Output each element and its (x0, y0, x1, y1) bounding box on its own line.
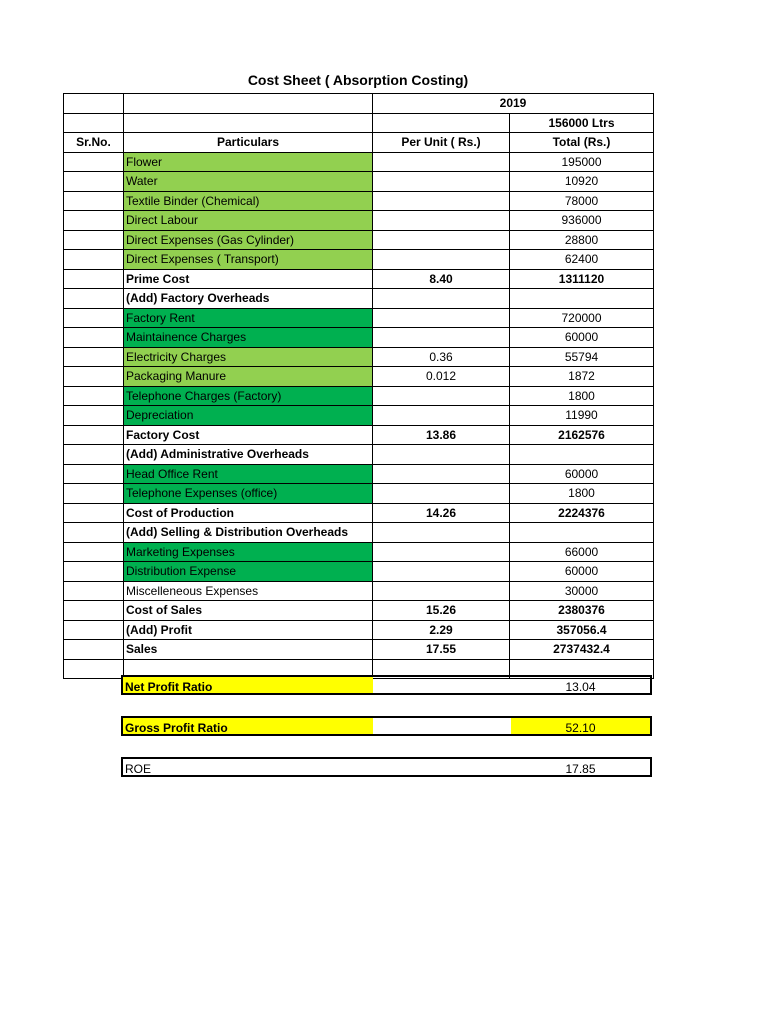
header-row-year (64, 94, 654, 114)
sr-no-cell (64, 269, 124, 289)
per-unit-cell: 0.36 (373, 347, 510, 367)
total-cell: 60000 (510, 464, 654, 484)
table-row (64, 503, 654, 523)
particular-cell: (Add) Profit (124, 620, 373, 640)
particular-cell: Water (124, 172, 373, 192)
table-row (64, 347, 654, 367)
per-unit-cell: 2.29 (373, 620, 510, 640)
particular-cell: Direct Labour (124, 211, 373, 231)
table-row (64, 386, 654, 406)
per-unit-cell: 13.86 (373, 425, 510, 445)
per-unit-cell (373, 289, 510, 309)
particular-cell: Miscelleneous Expenses (124, 581, 373, 601)
total-cell: 2737432.4 (510, 640, 654, 660)
table-row (64, 601, 654, 621)
per-unit-cell: 14.26 (373, 503, 510, 523)
particular-cell: (Add) Administrative Overheads (124, 445, 373, 465)
table-row (64, 523, 654, 543)
per-unit-cell (373, 308, 510, 328)
total-cell: 720000 (510, 308, 654, 328)
particular-cell: (Add) Factory Overheads (124, 289, 373, 309)
particular-cell: Telephone Charges (Factory) (124, 386, 373, 406)
per-unit-cell (373, 328, 510, 348)
per-unit-cell (373, 562, 510, 582)
total-cell (510, 445, 654, 465)
table-row (64, 620, 654, 640)
sr-no-cell (64, 542, 124, 562)
total-cell: 1800 (510, 386, 654, 406)
table-row (64, 562, 654, 582)
total-cell: 1800 (510, 484, 654, 504)
table-row (64, 328, 654, 348)
cost-sheet-table (63, 93, 654, 679)
per-unit-cell (373, 445, 510, 465)
sr-no-cell (64, 464, 124, 484)
total-cell: 10920 (510, 172, 654, 192)
sr-no-cell (64, 152, 124, 172)
particular-cell: Maintainence Charges (124, 328, 373, 348)
table-row (64, 445, 654, 465)
roe-value: 17.85 (565, 762, 596, 776)
per-unit-cell: 0.012 (373, 367, 510, 387)
particular-cell: Telephone Expenses (office) (124, 484, 373, 504)
sr-no-cell (64, 484, 124, 504)
per-unit-cell (373, 406, 510, 426)
sr-no-cell (64, 250, 124, 270)
total-cell: 2162576 (510, 425, 654, 445)
header-blank-cell (124, 94, 373, 114)
table-row (64, 230, 654, 250)
per-unit-cell (373, 152, 510, 172)
sr-no-cell (64, 503, 124, 523)
particular-cell: Packaging Manure (124, 367, 373, 387)
gross-profit-ratio-label: Gross Profit Ratio (123, 718, 373, 734)
total-cell: 1872 (510, 367, 654, 387)
per-unit-cell: 15.26 (373, 601, 510, 621)
table-row (64, 308, 654, 328)
table-row (64, 152, 654, 172)
sr-no-cell (64, 425, 124, 445)
per-unit-cell (373, 211, 510, 231)
table-row (64, 406, 654, 426)
particular-cell: Cost of Production (124, 503, 373, 523)
total-cell: 936000 (510, 211, 654, 231)
sr-no-cell (64, 347, 124, 367)
particular-cell: Prime Cost (124, 269, 373, 289)
particular-cell: Head Office Rent (124, 464, 373, 484)
total-cell (510, 289, 654, 309)
sr-no-cell (64, 620, 124, 640)
table-row (64, 191, 654, 211)
total-cell: 11990 (510, 406, 654, 426)
sr-no-cell (64, 523, 124, 543)
header-row-columns (64, 133, 654, 153)
net-profit-ratio-value: 13.04 (565, 680, 596, 694)
header-blank-cell (64, 94, 124, 114)
sr-no-header: Sr.No. (64, 133, 124, 153)
total-cell: 28800 (510, 230, 654, 250)
sr-no-cell (64, 211, 124, 231)
total-cell: 62400 (510, 250, 654, 270)
per-unit-cell: 17.55 (373, 640, 510, 660)
roe-row (121, 757, 652, 777)
sr-no-cell (64, 562, 124, 582)
sheet-title: Cost Sheet ( Absorption Costing) (247, 72, 469, 88)
per-unit-cell (373, 191, 510, 211)
total-cell: 66000 (510, 542, 654, 562)
sr-no-cell (64, 367, 124, 387)
per-unit-cell (373, 581, 510, 601)
table-row (64, 250, 654, 270)
particular-cell: Flower (124, 152, 373, 172)
sr-no-cell (64, 640, 124, 660)
total-cell: 30000 (510, 581, 654, 601)
volume-header: 156000 Ltrs (510, 113, 654, 133)
particular-cell: Cost of Sales (124, 601, 373, 621)
particulars-header: Particulars (124, 133, 373, 153)
per-unit-cell (373, 172, 510, 192)
total-header: Total (Rs.) (510, 133, 654, 153)
sr-no-cell (64, 191, 124, 211)
sr-no-cell (64, 445, 124, 465)
header-blank-cell (373, 113, 510, 133)
total-cell: 2380376 (510, 601, 654, 621)
table-row (64, 484, 654, 504)
sr-no-cell (64, 289, 124, 309)
particular-cell: Factory Rent (124, 308, 373, 328)
sr-no-cell (64, 172, 124, 192)
net-profit-ratio-label: Net Profit Ratio (123, 677, 373, 693)
sr-no-cell (64, 328, 124, 348)
table-row (64, 581, 654, 601)
table-row (64, 542, 654, 562)
table-row (64, 289, 654, 309)
total-cell: 195000 (510, 152, 654, 172)
sr-no-cell (64, 406, 124, 426)
total-cell: 2224376 (510, 503, 654, 523)
sr-no-cell (64, 230, 124, 250)
sr-no-cell (64, 308, 124, 328)
table-row (64, 367, 654, 387)
particular-cell: Factory Cost (124, 425, 373, 445)
particular-cell: Direct Expenses ( Transport) (124, 250, 373, 270)
total-cell: 1311120 (510, 269, 654, 289)
table-row (64, 640, 654, 660)
table-row (64, 425, 654, 445)
particular-cell: Textile Binder (Chemical) (124, 191, 373, 211)
particular-cell: (Add) Selling & Distribution Overheads (124, 523, 373, 543)
gross-profit-ratio-row (121, 716, 652, 736)
table-row (64, 269, 654, 289)
total-cell: 60000 (510, 562, 654, 582)
year-header: 2019 (373, 94, 654, 114)
net-profit-ratio-row (121, 675, 652, 695)
particular-cell: Sales (124, 640, 373, 660)
per-unit-header: Per Unit ( Rs.) (373, 133, 510, 153)
sr-no-cell (64, 659, 124, 679)
sr-no-cell (64, 581, 124, 601)
per-unit-cell (373, 484, 510, 504)
table-row (64, 464, 654, 484)
per-unit-cell (373, 230, 510, 250)
header-blank-cell (124, 113, 373, 133)
particular-cell: Distribution Expense (124, 562, 373, 582)
total-cell: 55794 (510, 347, 654, 367)
sr-no-cell (64, 386, 124, 406)
total-cell: 357056.4 (510, 620, 654, 640)
per-unit-cell (373, 523, 510, 543)
particular-cell: Marketing Expenses (124, 542, 373, 562)
per-unit-cell: 8.40 (373, 269, 510, 289)
total-cell: 60000 (510, 328, 654, 348)
roe-label: ROE (125, 762, 152, 776)
header-row-volume (64, 113, 654, 133)
table-row (64, 211, 654, 231)
per-unit-cell (373, 464, 510, 484)
gross-profit-ratio-value: 52.10 (511, 718, 650, 734)
per-unit-cell (373, 386, 510, 406)
particular-cell: Direct Expenses (Gas Cylinder) (124, 230, 373, 250)
particular-cell: Depreciation (124, 406, 373, 426)
cost-sheet-body (64, 94, 654, 679)
total-cell: 78000 (510, 191, 654, 211)
total-cell (510, 523, 654, 543)
sr-no-cell (64, 601, 124, 621)
particular-cell: Electricity Charges (124, 347, 373, 367)
header-blank-cell (64, 113, 124, 133)
per-unit-cell (373, 250, 510, 270)
per-unit-cell (373, 542, 510, 562)
table-row (64, 172, 654, 192)
